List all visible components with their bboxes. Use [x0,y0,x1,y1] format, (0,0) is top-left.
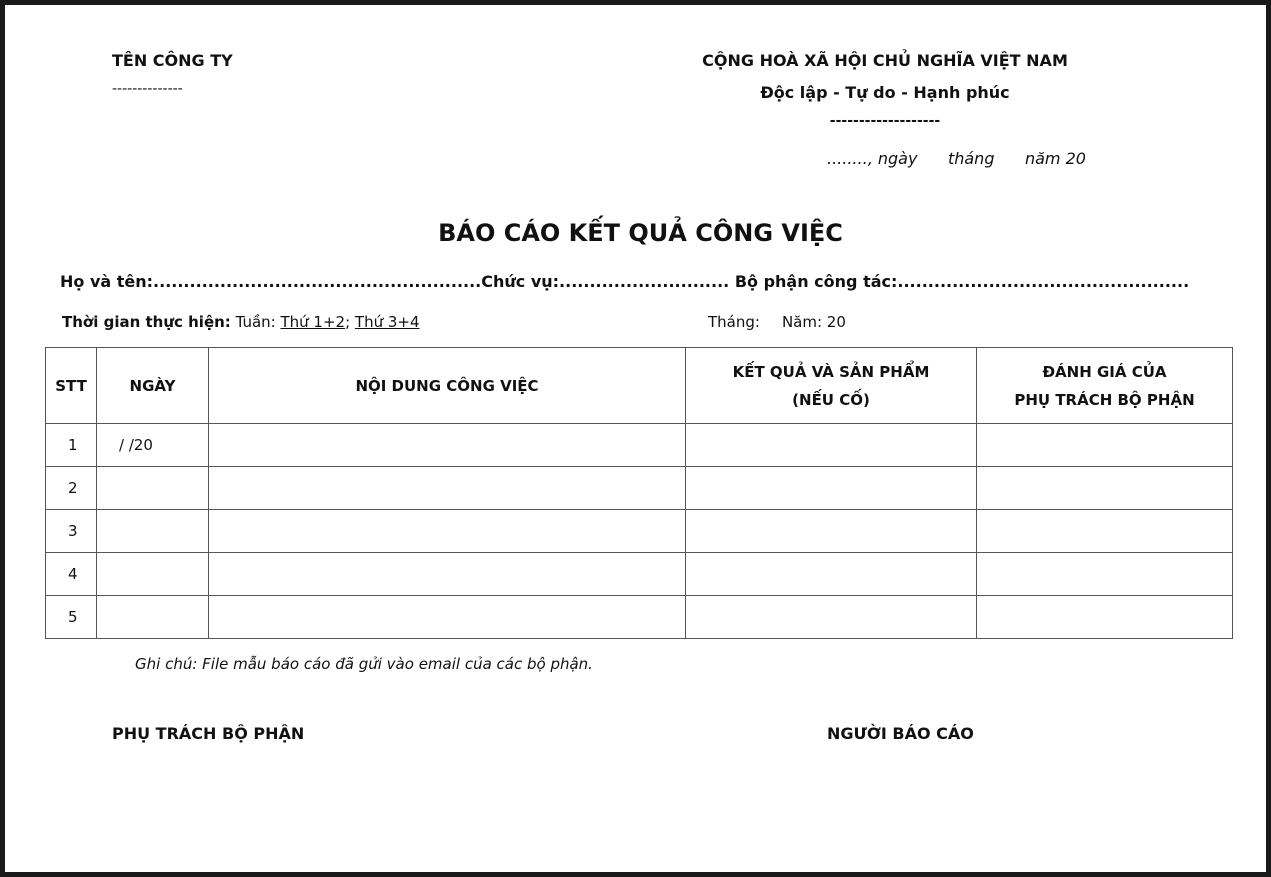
date-line [827,149,1086,168]
week-label: Tuần: [230,313,281,331]
header-result [686,348,977,424]
cell-day[interactable] [97,510,209,553]
table-row [46,510,1233,553]
signature-reporter: NGƯỜI BÁO CÁO [827,724,974,743]
employee-info-line: Họ và tên:......................................................Chức vụ:............................ Bộ phận công tác:................................................ [60,272,1190,291]
table-row [46,424,1233,467]
document-title: BÁO CÁO KẾT QUẢ CÔNG VIỆC [438,219,843,247]
date-month: tháng [947,149,995,168]
header-evaluation [977,348,1233,424]
year-label: Năm: 20 [781,313,846,331]
cell-day[interactable] [97,596,209,639]
table-row [46,596,1233,639]
cell-stt: 5 [46,596,97,639]
table-row [46,467,1233,510]
cell-evaluation[interactable] [977,467,1233,510]
header-evaluation-line-1: ĐÁNH GIÁ CỦA [1042,362,1167,381]
table-header-row [46,348,1233,424]
cell-day[interactable] [97,553,209,596]
cell-stt: 4 [46,553,97,596]
cell-stt: 3 [46,510,97,553]
header-evaluation-line-2: PHỤ TRÁCH BỘ PHẬN [1014,390,1195,409]
header-day: NGÀY [97,348,209,424]
cell-evaluation[interactable] [977,596,1233,639]
header-result-line-2: (NẾU CỐ) [792,390,870,409]
time-period-line [62,313,420,331]
week-separator: ; [345,313,355,331]
cell-content[interactable] [209,467,686,510]
table-row [46,553,1233,596]
month-label: Tháng: [708,313,760,331]
cell-result[interactable] [686,510,977,553]
cell-result[interactable] [686,596,977,639]
cell-content[interactable] [209,596,686,639]
motto-divider: ------------------- [829,113,941,129]
cell-stt: 2 [46,467,97,510]
cell-result[interactable] [686,553,977,596]
header-result-line-1: KẾT QUẢ VÀ SẢN PHẨM [732,362,930,381]
national-motto: Độc lập - Tự do - Hạnh phúc [760,83,1010,102]
header-stt: STT [46,348,97,424]
work-report-table [45,347,1233,639]
date-year: năm 20 [1024,149,1086,168]
cell-evaluation[interactable] [977,510,1233,553]
cell-content[interactable] [209,553,686,596]
company-name: TÊN CÔNG TY [112,51,233,70]
cell-result[interactable] [686,424,977,467]
cell-content[interactable] [209,424,686,467]
header-content: NỘI DUNG CÔNG VIỆC [209,348,686,424]
footnote: Ghi chú: File mẫu báo cáo đã gửi vào email của các bộ phận. [135,655,593,673]
company-divider: -------------- [112,81,183,97]
month-year-line [708,313,846,331]
week-option-a: Thứ 1+2 [280,313,346,331]
cell-day[interactable]: / /20 [97,424,209,467]
date-place: ........, ngày [827,149,918,168]
signature-department-head: PHỤ TRÁCH BỘ PHẬN [112,724,305,743]
cell-result[interactable] [686,467,977,510]
week-option-b: Thứ 3+4 [354,313,420,331]
cell-evaluation[interactable] [977,553,1233,596]
cell-stt: 1 [46,424,97,467]
cell-content[interactable] [209,510,686,553]
cell-evaluation[interactable] [977,424,1233,467]
time-period-label: Thời gian thực hiện: [62,313,231,331]
cell-day[interactable] [97,467,209,510]
national-title: CỘNG HOÀ XÃ HỘI CHỦ NGHĨA VIỆT NAM [702,51,1068,70]
